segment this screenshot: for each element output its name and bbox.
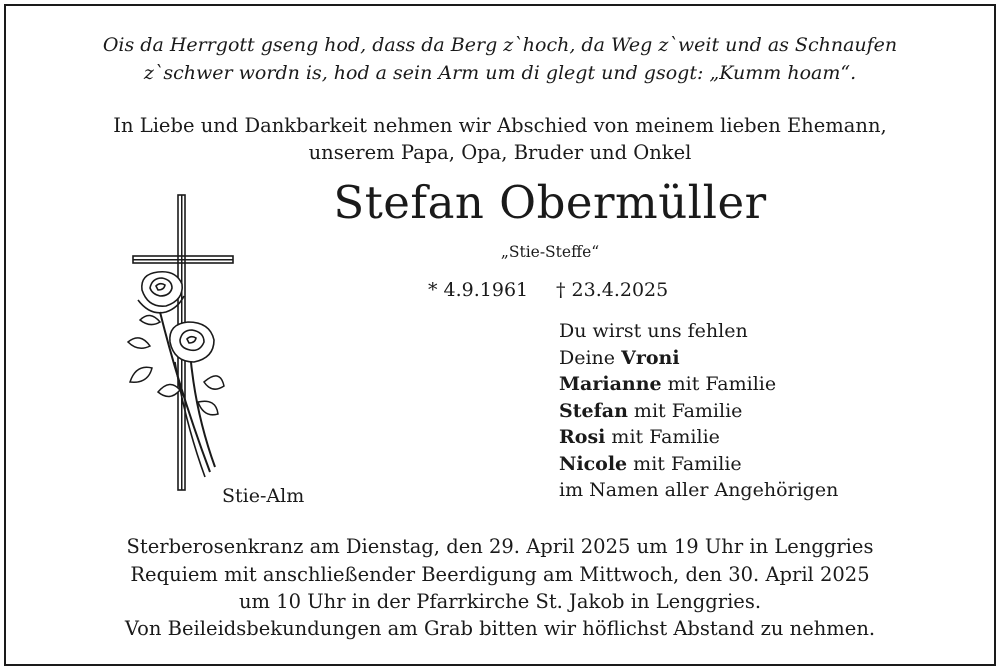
death-date: † 23.4.2025 — [556, 279, 669, 301]
quote-line-1: Ois da Herrgott gseng hod, dass da Berg z`hoch, da Weg z`weit und as Schnaufen — [102, 34, 898, 56]
signature-text: mit Familie — [661, 373, 777, 395]
signature-line — [559, 318, 838, 345]
signature-name: Vroni — [621, 346, 680, 369]
signature-line — [559, 451, 838, 478]
intro-line-2: unserem Papa, Opa, Bruder und Onkel — [308, 141, 692, 164]
signature-text: Du wirst uns fehlen — [559, 320, 748, 342]
signature-name: Marianne — [559, 373, 662, 395]
footer-line-3: um 10 Uhr in der Pfarrkirche St. Jakob in Lenggries. — [238, 590, 762, 613]
footer-line-2: Requiem mit anschließender Beerdigung am Mittwoch, den 30. April 2025 — [130, 563, 870, 586]
footer-line-4: Von Beileidsbekundungen am Grab bitten wir höflichst Abstand zu nehmen. — [124, 617, 876, 640]
signature-text: mit Familie — [605, 426, 720, 448]
signature-line — [559, 345, 838, 372]
signature-name: Stefan — [559, 399, 628, 422]
signature-text: mit Familie — [627, 452, 742, 475]
place-caption: Stie-Alm — [222, 485, 305, 507]
signature-text: im Namen aller Angehörigen — [559, 479, 839, 501]
footer-line-1: Sterberosenkranz am Dienstag, den 29. April 2025 um 19 Uhr in Lenggries — [126, 535, 874, 558]
intro-line-1: In Liebe und Dankbarkeit nehmen wir Abschied von meinem lieben Ehemann, — [113, 114, 887, 137]
birth-date: * 4.9.1961 — [428, 279, 529, 301]
nickname: „Stie-Steffe“ — [500, 243, 600, 261]
signature-line — [559, 371, 838, 398]
signature-block — [559, 318, 838, 504]
signature-name: Rosi — [559, 426, 606, 448]
signature-line — [559, 477, 838, 504]
signature-text: mit Familie — [627, 399, 743, 422]
signature-name: Nicole — [559, 452, 628, 475]
signature-line — [559, 424, 838, 451]
deceased-name: Stefan Obermüller — [333, 176, 767, 229]
signature-text: Deine — [559, 346, 622, 369]
quote-line-2: z`schwer wordn is, hod a sein Arm um di glegt und gsogt: „Kumm hoam“. — [143, 62, 857, 84]
cross-with-roses-icon — [120, 192, 240, 492]
signature-line — [559, 398, 838, 425]
